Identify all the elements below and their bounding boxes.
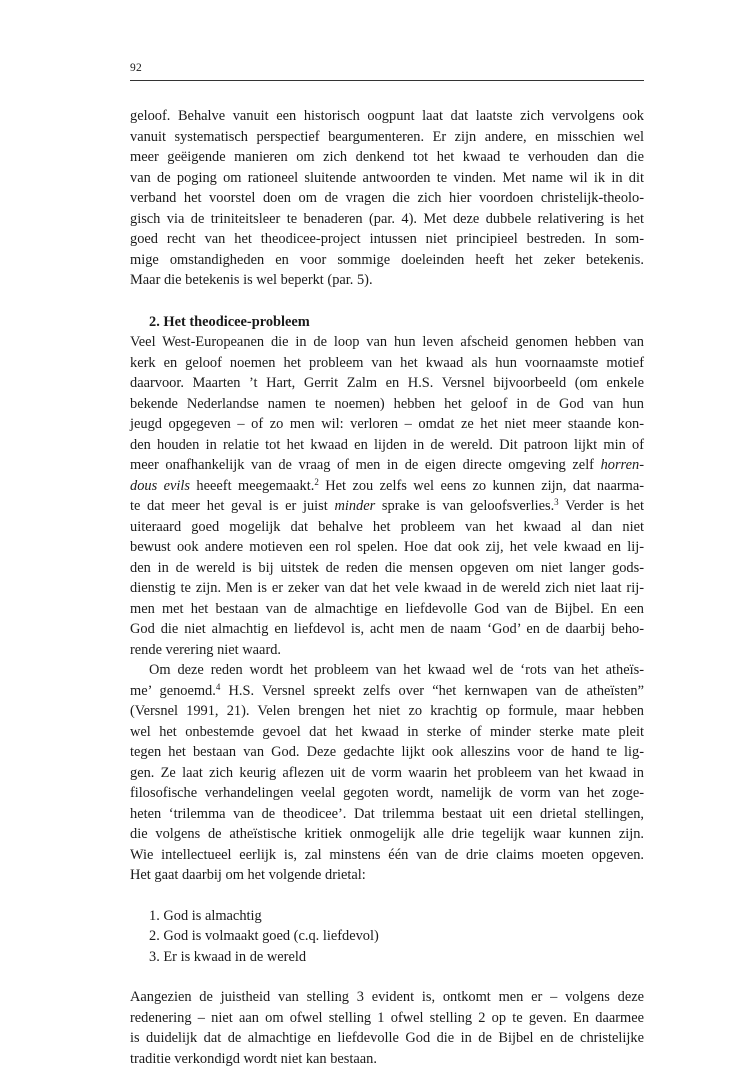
text-line: filosofische verhandelingen veelal gegoten wordt, namelijk de vorm van het zoge- [130, 783, 644, 804]
text-line: Veel West-Europeanen die in de loop van hun leven afscheid genomen hebben van [130, 332, 644, 353]
text-line: men met het bestaan van de almachtige en liefdevolle God van de Bijbel. En een [130, 599, 644, 620]
text-run: Verder is het [559, 498, 644, 514]
text-line: gisch via de triniteitsleer te benaderen (par. 4). Met deze dubbele relativering is het [130, 209, 644, 230]
text-run: sprake is van geloofsverlies. [375, 498, 554, 514]
text-line: van de poging om rationeel sluitende antwoorden te vinden. Met name wil ik in dit [130, 168, 644, 189]
text-run: Het zou zelfs wel eens zo kunnen zijn, dat naarma- [319, 478, 644, 494]
italic-term: dous evils [130, 478, 190, 494]
text-line: heten ‘trilemma van de theodicee’. Dat trilemma bestaat uit een drietal stellingen, [130, 804, 644, 825]
italic-term: minder [334, 498, 375, 514]
text-line: wel het onbestemde gevoel dat het kwaad in sterke of minder sterke mate pleit [130, 722, 644, 743]
text-line: Wie intellectueel eerlijk is, zal minstens één van de drie claims moeten opgeven. [130, 845, 644, 866]
paragraph-2 [130, 660, 644, 886]
text-line: meer geëigende manieren om zich denkend tot het kwaad te verhouden dan die [130, 147, 644, 168]
text-line: die volgens de atheïstische kritiek onmogelijk alle drie tegelijk waar kunnen zijn. [130, 824, 644, 845]
text-line: rende verering niet waard. [130, 640, 644, 661]
intro-paragraph [130, 106, 644, 291]
text-line: Maar die betekenis is wel beperkt (par. 5). [130, 270, 644, 291]
footnote-marker[interactable]: 3 [554, 497, 559, 507]
footnote-marker[interactable]: 2 [314, 477, 319, 487]
text-line: traditie verkondigd wordt niet kan bestaan. [130, 1049, 644, 1069]
text-line: (Versnel 1991, 21). Velen brengen het niet zo krachtig op formule, maar hebben [130, 701, 644, 722]
text-line: Het gaat daarbij om het volgende drietal: [130, 865, 644, 886]
text-line: bekende Nederlandse namen te noemen) hebben het geloof in de God van hun [130, 394, 644, 415]
text-line: is duidelijk dat de almachtige en liefdevolle God die in de Bijbel en de christelijke [130, 1028, 644, 1049]
text-line: Aangezien de juistheid van stelling 3 evident is, ontkomt men er – volgens deze [130, 987, 644, 1008]
text-line: daarvoor. Maarten ’t Hart, Gerrit Zalm en H.S. Versnel bijvoorbeeld (om enkele [130, 373, 644, 394]
text-line: den houden in relatie tot het kwaad en lijden in de wereld. Dit patroon lijkt min of [130, 435, 644, 456]
list-item: 3. Er is kwaad in de wereld [130, 947, 644, 968]
text-line: verband het voorstel doen om de vragen die zich hier voordoen christelijk-theolo- [130, 188, 644, 209]
numbered-list [130, 906, 644, 968]
text-run: meer onafhankelijk van de vraag of men in de eigen directe omgeving zelf [130, 457, 594, 473]
text-line: Om deze reden wordt het probleem van het kwaad wel de ‘rots van het atheïs- [130, 660, 644, 681]
header-rule [130, 80, 644, 81]
text-line: vanuit systematisch perspectief beargumenteren. Er zijn andere, en misschien wel [130, 127, 644, 148]
text-line: den in de wereld is bij uitstek de reden die mensen opgeven om niet langer gods- [130, 558, 644, 579]
text-run: me’ genoemd. [130, 683, 216, 699]
text-line: jeugd opgegeven – of zo men wil: verloren – omdat ze het niet meer staande kon- [130, 414, 644, 435]
text-line: kerk en geloof noemen het probleem van het kwaad als hun voornaamste motief [130, 353, 644, 374]
body-text [130, 106, 644, 1069]
text-line: goed recht van het theodicee-project intussen niet principieel bestreden. In som- [130, 229, 644, 250]
text-line [130, 496, 644, 517]
text-line: uiteraard goed mogelijk dat behalve het probleem van het kwaad al dan niet [130, 517, 644, 538]
text-line: tegen het bestaan van God. Deze gedachte lijkt ook alleszins voor de hand te lig- [130, 742, 644, 763]
footnote-marker[interactable]: 4 [216, 682, 221, 692]
text-run: te dat meer het geval is er juist [130, 498, 334, 514]
text-run: H.S. Versnel spreekt zelfs over “het kernwapen van de atheïsten” [220, 683, 644, 699]
text-line [130, 455, 644, 476]
list-item: 2. God is volmaakt goed (c.q. liefdevol) [130, 926, 644, 947]
text-line: gen. Ze laat zich keurig aflezen uit de vorm waarin het probleem van het kwaad in [130, 763, 644, 784]
text-line [130, 681, 644, 702]
list-item: 1. God is almachtig [130, 906, 644, 927]
section-heading: 2. Het theodicee-probleem [130, 312, 644, 333]
text-line: God die niet almachtig en liefdevol is, acht men de naam ‘God’ en de daarbij beho- [130, 619, 644, 640]
text-line [130, 476, 644, 497]
text-run: heeeft meegemaakt. [190, 478, 314, 494]
text-line: dienstig te zijn. Men is er zeker van dat het vele kwaad in de wereld zich niet laat rij- [130, 578, 644, 599]
paragraph-1 [130, 332, 644, 660]
text-line: bewust ook andere motieven een rol spelen. Hoe dat ook zij, het vele kwaad en lij- [130, 537, 644, 558]
italic-term: horren- [601, 457, 644, 473]
text-line: geloof. Behalve vanuit een historisch oogpunt laat dat laatste zich vervolgens ook [130, 106, 644, 127]
closing-paragraph [130, 987, 644, 1069]
page-number: 92 [130, 62, 142, 74]
text-line: mige omstandigheden en voor sommige doeleinden heeft het zeker betekenis. [130, 250, 644, 271]
text-line: redenering – niet aan om ofwel stelling 1 ofwel stelling 2 op te geven. En daarmee [130, 1008, 644, 1029]
